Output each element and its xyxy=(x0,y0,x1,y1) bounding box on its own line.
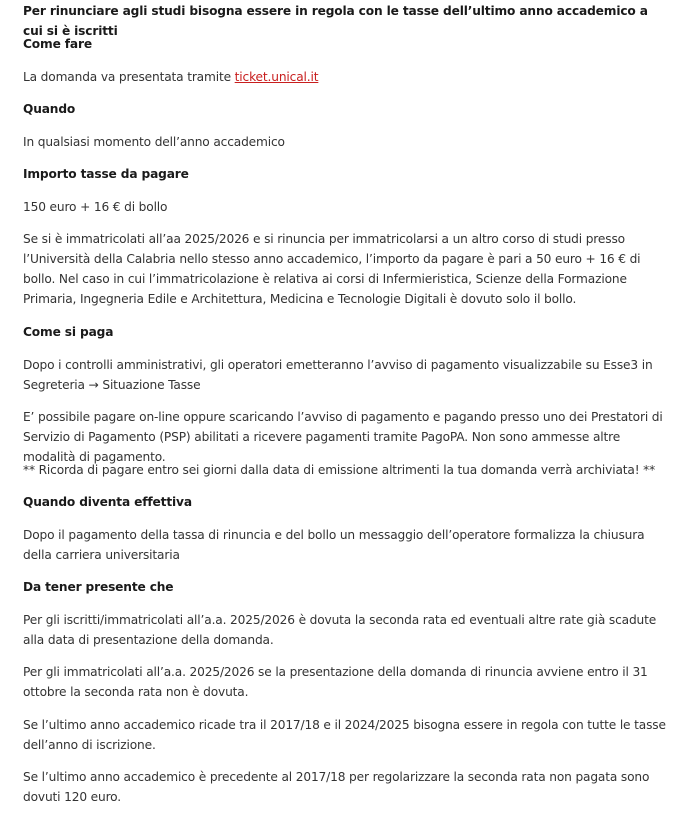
come-si-paga-heading: Come si paga xyxy=(23,325,114,339)
effettiva-text: Dopo il pagamento della tassa di rinuncia e del bollo un messaggio dell’operatore formalizza la chiusura della carriera universitaria xyxy=(23,528,645,562)
importo-heading: Importo tasse da pagare xyxy=(23,167,189,181)
tener-presente-p2: Per gli immatricolati all’a.a. 2025/2026 se la presentazione della domanda di rinuncia avviene entro il 31 ottobre la seconda rata non è dovuta. xyxy=(23,665,648,699)
tener-presente-p1: Per gli iscritti/immatricolati all’a.a. 2025/2026 è dovuta la seconda rata ed eventuali altre rate già scadute alla data di presentazione della domanda. xyxy=(23,613,657,647)
tener-presente-p3: Se l’ultimo anno accademico ricade tra il 2017/18 e il 2024/2025 bisogna essere in regola con tutte le tasse dell’anno di iscrizione. xyxy=(23,718,666,752)
come-fare-text-prefix: La domanda va presentata tramite xyxy=(23,70,235,84)
come-si-paga-p1: Dopo i controlli amministrativi, gli operatori emetteranno l’avviso di pagamento visualizzabile su Esse3 in Segreteria → Situazione Tasse xyxy=(23,358,653,392)
quando-text: In qualsiasi momento dell’anno accademico xyxy=(23,135,285,149)
tener-presente-p4: Se l’ultimo anno accademico è precedente al 2017/18 per regolarizzare la seconda rata non pagata sono dovuti 120 euro. xyxy=(23,770,650,804)
effettiva-heading: Quando diventa effettiva xyxy=(23,495,192,509)
come-si-paga-reminder: ** Ricorda di pagare entro sei giorni dalla data di emissione altrimenti la tua domanda verrà archiviata! ** xyxy=(23,463,656,477)
intro-heading: Per rinunciare agli studi bisogna essere in regola con le tasse dell’ultimo anno accademico a cui si è iscritti xyxy=(23,4,648,38)
importo-detail: Se si è immatricolati all’aa 2025/2026 e si rinuncia per immatricolarsi a un altro corso di studi presso l’Università della Calabria nello stesso anno accademico, l’importo da pagare è pari a 50 euro + 16 € di bollo. Nel caso in cui l’immatricolazione è relativa ai corsi di Infermieristica, Scienze della Formazione Primaria, Ingegneria Edile e Architettura, Medicina e Tecnologie Digitali è dovuto solo il bollo. xyxy=(23,232,641,306)
come-fare-heading: Come fare xyxy=(23,37,92,51)
come-si-paga-p2: E’ possibile pagare on-line oppure scaricando l’avviso di pagamento e pagando presso uno dei Prestatori di Servizio di Pagamento (PSP) abilitati a ricevere pagamenti tramite PagoPA. Non sono ammesse altre modalità di pagamento. xyxy=(23,410,663,464)
ticket-link[interactable]: ticket.unical.it xyxy=(234,70,319,84)
quando-heading: Quando xyxy=(23,102,76,116)
tener-presente-heading: Da tener presente che xyxy=(23,580,174,594)
come-fare-text xyxy=(23,67,667,87)
importo-amount: 150 euro + 16 € di bollo xyxy=(23,200,168,214)
